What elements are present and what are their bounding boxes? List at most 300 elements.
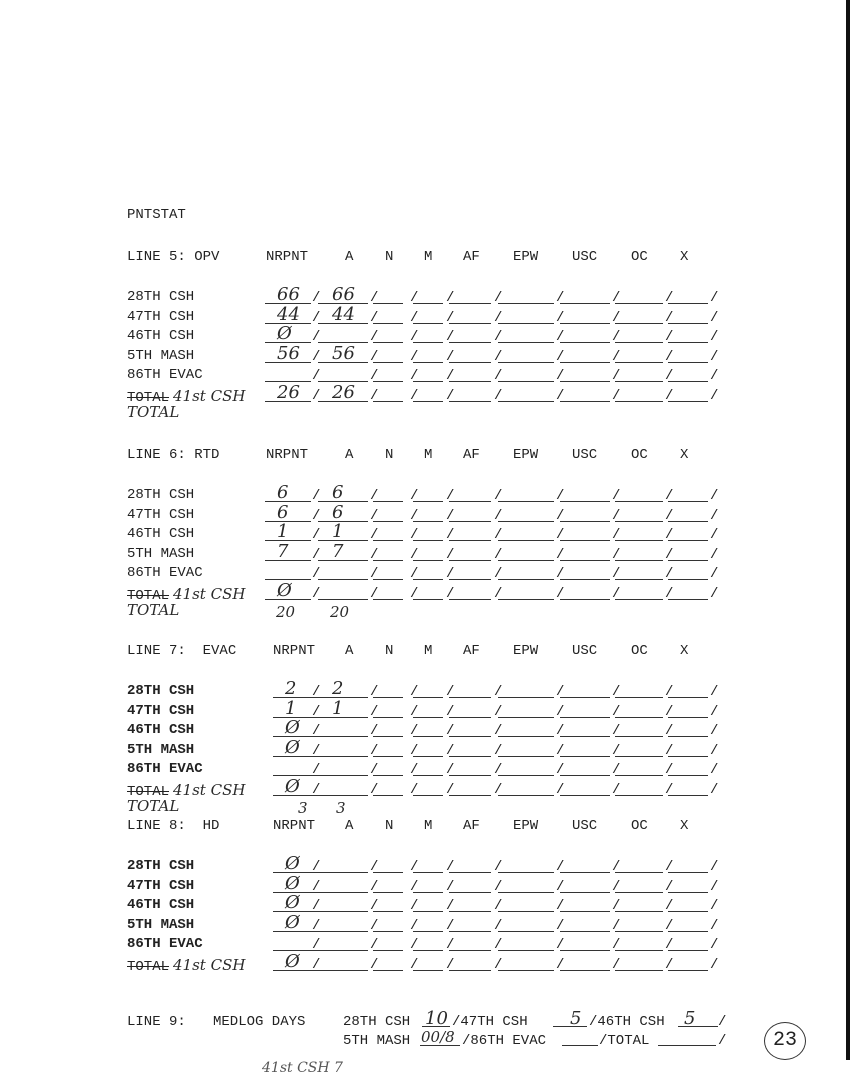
line-9-47th-value: 5	[570, 1008, 582, 1029]
entry-blank	[560, 579, 610, 580]
separator-slash: /	[312, 329, 321, 346]
column-header: M	[424, 643, 433, 659]
separator-slash: /	[370, 703, 379, 720]
separator-slash: /	[710, 329, 719, 346]
entry-blank	[413, 970, 443, 971]
separator-slash: /	[710, 684, 719, 700]
separator-slash: /	[410, 507, 419, 524]
entry-blank	[498, 579, 554, 580]
entry-blank	[668, 501, 708, 502]
column-header: A	[345, 643, 354, 659]
column-header: X	[680, 818, 689, 834]
separator-slash: /	[446, 917, 455, 934]
separator-slash: /	[370, 546, 379, 563]
entry-blank	[449, 381, 491, 382]
separator-slash: /	[312, 742, 321, 759]
a-value: 6	[332, 482, 344, 503]
entry-blank	[413, 521, 443, 522]
unit-label-handwritten	[127, 956, 245, 975]
entry-blank	[413, 931, 443, 932]
separator-slash: /	[410, 309, 419, 326]
entry-blank	[668, 892, 708, 893]
separator-slash: /	[446, 937, 455, 954]
entry-blank	[373, 736, 403, 737]
separator-slash: /	[410, 898, 419, 915]
separator-slash: /	[312, 917, 321, 934]
separator-slash: /	[410, 546, 419, 563]
entry-blank	[615, 892, 663, 893]
separator-slash: /	[494, 527, 503, 544]
separator-slash: /	[612, 742, 621, 759]
entry-blank	[560, 381, 610, 382]
nrpnt-value: Ø	[277, 580, 292, 601]
entry-blank	[498, 599, 554, 600]
entry-blank	[560, 795, 610, 796]
separator-slash: /	[370, 329, 379, 346]
separator-slash: /	[410, 388, 419, 404]
unit-label: 47TH CSH	[127, 308, 195, 325]
nrpnt-value: 6	[277, 501, 289, 523]
separator-slash: /	[410, 566, 419, 583]
separator-slash: /	[410, 348, 419, 365]
separator-slash: /	[556, 586, 565, 602]
struck-total-label: TOTAL	[127, 959, 170, 975]
separator-slash: /	[665, 684, 674, 700]
entry-blank	[449, 342, 491, 343]
separator-slash: /	[446, 527, 455, 544]
total-value: 3	[336, 798, 346, 817]
nrpnt-value: Ø	[285, 853, 300, 874]
separator-slash: /	[494, 329, 503, 346]
entry-blank	[615, 795, 663, 796]
entry-blank	[560, 892, 610, 893]
separator-slash: /	[446, 957, 455, 973]
entry-blank	[668, 303, 708, 304]
column-header: OC	[631, 249, 648, 265]
separator-slash: /	[612, 566, 621, 583]
separator-slash: /	[710, 290, 719, 306]
separator-slash: /	[446, 348, 455, 365]
separator-slash: /	[710, 368, 719, 385]
separator-slash: /	[410, 723, 419, 740]
entry-blank	[498, 775, 554, 776]
entry-blank	[615, 521, 663, 522]
separator-slash: /	[446, 859, 455, 875]
entry-blank	[615, 599, 663, 600]
separator-slash: /	[494, 546, 503, 563]
separator-slash: /	[370, 957, 379, 973]
separator-slash: /	[665, 898, 674, 915]
column-header: USC	[572, 643, 598, 659]
separator-slash: /	[494, 742, 503, 759]
separator-slash: /	[556, 703, 565, 720]
entry-blank	[449, 560, 491, 561]
entry-blank	[615, 950, 663, 951]
separator-slash: /	[556, 348, 565, 365]
separator-slash: /	[446, 586, 455, 602]
column-header: AF	[463, 818, 480, 834]
separator-slash: /	[312, 859, 321, 875]
separator-slash: /	[494, 368, 503, 385]
entry-blank	[615, 381, 663, 382]
total-value: 3	[298, 798, 308, 817]
entry-blank	[668, 323, 708, 324]
separator-slash: /	[665, 586, 674, 602]
unit-label: 28TH CSH	[127, 289, 195, 305]
separator-slash: /	[446, 546, 455, 563]
column-header: A	[345, 249, 354, 265]
entry-blank	[615, 736, 663, 737]
column-header: N	[385, 818, 394, 834]
entry-blank	[668, 872, 708, 873]
separator-slash: /	[410, 742, 419, 759]
column-header: AF	[463, 249, 480, 265]
unit-label: 86TH EVAC	[127, 761, 203, 778]
unit-label: 86TH EVAC	[127, 565, 203, 582]
entry-blank	[668, 970, 708, 971]
separator-slash: /	[446, 488, 455, 504]
entry-blank	[449, 756, 491, 757]
line-9-slash: /	[718, 1014, 727, 1030]
separator-slash: /	[710, 898, 719, 915]
entry-blank	[413, 303, 443, 304]
entry-blank	[318, 795, 368, 796]
separator-slash: /	[556, 329, 565, 346]
entry-blank	[615, 362, 663, 363]
handwritten-total: TOTAL	[127, 402, 180, 421]
handwritten-total: TOTAL	[127, 600, 180, 619]
entry-blank	[498, 697, 554, 698]
separator-slash: /	[494, 348, 503, 365]
column-header: A	[345, 447, 354, 463]
separator-slash: /	[612, 762, 621, 779]
separator-slash: /	[410, 488, 419, 504]
line-9-name: MEDLOG DAYS	[213, 1014, 306, 1030]
entry-blank	[449, 970, 491, 971]
entry-blank	[668, 362, 708, 363]
entry-blank	[668, 697, 708, 698]
section-label: LINE 7: EVAC	[127, 643, 237, 659]
entry-blank	[413, 401, 443, 402]
column-header: A	[345, 818, 354, 834]
handwritten-unit: 41st CSH	[173, 585, 246, 603]
line-9-total-label: /TOTAL	[599, 1033, 650, 1049]
separator-slash: /	[612, 348, 621, 365]
entry-blank	[373, 950, 403, 951]
separator-slash: /	[710, 878, 719, 895]
entry-blank	[668, 560, 708, 561]
separator-slash: /	[494, 684, 503, 700]
column-header: AF	[463, 447, 480, 463]
separator-slash: /	[370, 527, 379, 544]
separator-slash: /	[410, 762, 419, 779]
unit-label: 5TH MASH	[127, 347, 195, 364]
entry-blank	[373, 501, 403, 502]
entry-blank	[615, 342, 663, 343]
separator-slash: /	[612, 309, 621, 326]
struck-total-label: TOTAL	[127, 588, 170, 604]
entry-blank	[413, 756, 443, 757]
separator-slash: /	[370, 507, 379, 524]
separator-slash: /	[446, 368, 455, 385]
nrpnt-value: Ø	[285, 717, 300, 739]
separator-slash: /	[710, 546, 719, 563]
column-header: NRPNT	[273, 643, 316, 659]
entry-blank	[373, 381, 403, 382]
nrpnt-value: Ø	[285, 951, 300, 972]
entry-blank	[373, 599, 403, 600]
separator-slash: /	[612, 957, 621, 973]
separator-slash: /	[494, 723, 503, 740]
separator-slash: /	[665, 368, 674, 385]
separator-slash: /	[710, 488, 719, 504]
entry-blank	[560, 736, 610, 737]
entry-blank	[413, 501, 443, 502]
entry-blank	[498, 401, 554, 402]
entry-blank	[373, 342, 403, 343]
a-value: 56	[332, 342, 355, 364]
entry-blank	[560, 342, 610, 343]
separator-slash: /	[612, 507, 621, 524]
entry-blank	[498, 892, 554, 893]
separator-slash: /	[494, 917, 503, 934]
column-header: NRPNT	[266, 447, 309, 463]
entry-blank	[560, 775, 610, 776]
entry-blank	[449, 521, 491, 522]
entry-blank	[413, 950, 443, 951]
nrpnt-value: Ø	[285, 872, 300, 894]
entry-blank	[498, 950, 554, 951]
unit-label: 46TH CSH	[127, 328, 195, 345]
entry-blank	[560, 911, 610, 912]
separator-slash: /	[556, 566, 565, 583]
entry-blank	[413, 911, 443, 912]
separator-slash: /	[665, 957, 674, 973]
entry-blank	[615, 872, 663, 873]
separator-slash: /	[494, 586, 503, 602]
separator-slash: /	[312, 937, 321, 954]
unit-label: 46TH CSH	[127, 526, 195, 543]
unit-label: 28TH CSH	[127, 487, 195, 503]
column-header: OC	[631, 447, 648, 463]
a-value: 2	[332, 678, 344, 699]
entry-blank	[615, 697, 663, 698]
separator-slash: /	[665, 566, 674, 583]
unit-label: 86TH EVAC	[127, 367, 203, 384]
separator-slash: /	[410, 527, 419, 544]
column-header: USC	[572, 249, 598, 265]
entry-blank	[615, 931, 663, 932]
separator-slash: /	[710, 703, 719, 720]
entry-blank	[318, 950, 368, 951]
a-value: 26	[332, 382, 355, 403]
entry-blank	[668, 540, 708, 541]
entry-blank	[560, 323, 610, 324]
entry-blank	[413, 342, 443, 343]
entry-blank	[560, 401, 610, 402]
separator-slash: /	[446, 684, 455, 700]
separator-slash: /	[665, 309, 674, 326]
struck-total-label: TOTAL	[127, 784, 170, 800]
entry-blank	[498, 323, 554, 324]
separator-slash: /	[446, 742, 455, 759]
entry-blank	[498, 521, 554, 522]
entry-blank	[373, 521, 403, 522]
entry-blank	[668, 950, 708, 951]
nrpnt-value: 6	[277, 482, 289, 503]
entry-blank	[498, 362, 554, 363]
entry-blank	[449, 717, 491, 718]
separator-slash: /	[370, 782, 379, 798]
separator-slash: /	[612, 859, 621, 875]
separator-slash: /	[665, 782, 674, 798]
entry-blank	[373, 775, 403, 776]
separator-slash: /	[494, 782, 503, 798]
entry-blank	[449, 362, 491, 363]
entry-blank	[498, 970, 554, 971]
unit-label: 5TH MASH	[127, 916, 195, 933]
entry-blank	[615, 717, 663, 718]
separator-slash: /	[612, 878, 621, 895]
separator-slash: /	[494, 488, 503, 504]
entry-blank	[615, 540, 663, 541]
separator-slash: /	[494, 898, 503, 915]
unit-label: 46TH CSH	[127, 897, 195, 914]
entry-blank	[560, 717, 610, 718]
separator-slash: /	[410, 586, 419, 602]
entry-blank	[413, 697, 443, 698]
entry-blank	[373, 756, 403, 757]
page-number: 23	[764, 1022, 806, 1060]
entry-blank	[373, 579, 403, 580]
separator-slash: /	[446, 290, 455, 306]
entry-blank	[449, 911, 491, 912]
nrpnt-value: 1	[285, 697, 297, 719]
separator-slash: /	[556, 388, 565, 404]
entry-blank	[615, 775, 663, 776]
entry-blank	[413, 736, 443, 737]
separator-slash: /	[665, 859, 674, 875]
entry-blank	[449, 501, 491, 502]
separator-slash: /	[556, 957, 565, 973]
separator-slash: /	[665, 878, 674, 895]
separator-slash: /	[370, 742, 379, 759]
separator-slash: /	[665, 762, 674, 779]
column-header: EPW	[513, 249, 539, 265]
nrpnt-value: Ø	[285, 911, 300, 933]
separator-slash: /	[612, 703, 621, 720]
line-9-28th-label: 28TH CSH	[343, 1014, 411, 1030]
entry-blank	[373, 540, 403, 541]
column-header: X	[680, 249, 689, 265]
entry-blank	[413, 323, 443, 324]
page-edge	[846, 0, 850, 1060]
separator-slash: /	[446, 703, 455, 720]
entry-blank	[373, 717, 403, 718]
separator-slash: /	[612, 488, 621, 504]
separator-slash: /	[665, 723, 674, 740]
separator-slash: /	[446, 762, 455, 779]
separator-slash: /	[370, 368, 379, 385]
separator-slash: /	[312, 586, 321, 602]
entry-blank	[498, 717, 554, 718]
separator-slash: /	[556, 878, 565, 895]
entry-blank	[318, 736, 368, 737]
separator-slash: /	[556, 507, 565, 524]
separator-slash: /	[710, 742, 719, 759]
separator-slash: /	[446, 507, 455, 524]
separator-slash: /	[312, 546, 321, 563]
separator-slash: /	[446, 723, 455, 740]
bottom-handwritten-note: 41st CSH 7	[262, 1060, 343, 1076]
entry-blank	[498, 560, 554, 561]
separator-slash: /	[370, 937, 379, 954]
entry-blank	[560, 560, 610, 561]
entry-blank	[373, 931, 403, 932]
separator-slash: /	[370, 309, 379, 326]
entry-blank	[560, 501, 610, 502]
entry-blank	[668, 795, 708, 796]
entry-blank	[498, 872, 554, 873]
entry-blank	[318, 756, 368, 757]
unit-label: 47TH CSH	[127, 506, 195, 523]
entry-blank	[373, 970, 403, 971]
separator-slash: /	[612, 388, 621, 404]
entry-blank	[449, 775, 491, 776]
separator-slash: /	[312, 388, 321, 404]
separator-slash: /	[494, 957, 503, 973]
entry-blank	[449, 697, 491, 698]
entry-blank	[413, 775, 443, 776]
entry-blank	[318, 970, 368, 971]
separator-slash: /	[556, 723, 565, 740]
column-header: EPW	[513, 643, 539, 659]
handwritten-unit: 41st CSH	[173, 781, 246, 799]
separator-slash: /	[710, 782, 719, 798]
entry-blank	[318, 599, 368, 600]
entry-blank	[668, 342, 708, 343]
separator-slash: /	[312, 309, 321, 326]
entry-blank	[318, 931, 368, 932]
total-value: 20	[276, 602, 296, 621]
separator-slash: /	[556, 898, 565, 915]
entry-blank	[615, 970, 663, 971]
entry-blank	[560, 756, 610, 757]
separator-slash: /	[312, 488, 321, 504]
entry-blank	[449, 599, 491, 600]
separator-slash: /	[710, 586, 719, 602]
column-header: OC	[631, 643, 648, 659]
line-9-46th-label: /46TH CSH	[589, 1014, 665, 1030]
separator-slash: /	[494, 507, 503, 524]
entry-blank	[560, 872, 610, 873]
separator-slash: /	[612, 546, 621, 563]
entry-blank	[615, 579, 663, 580]
separator-slash: /	[612, 368, 621, 385]
line-9-86th-label: /86TH EVAC	[462, 1033, 547, 1049]
entry-blank	[373, 911, 403, 912]
entry-blank	[318, 892, 368, 893]
separator-slash: /	[665, 388, 674, 404]
separator-slash: /	[710, 937, 719, 954]
separator-slash: /	[410, 937, 419, 954]
separator-slash: /	[446, 329, 455, 346]
line-9-5th-value: 00/8	[421, 1028, 455, 1046]
separator-slash: /	[494, 937, 503, 954]
separator-slash: /	[494, 878, 503, 895]
separator-slash: /	[665, 290, 674, 306]
unit-label: 86TH EVAC	[127, 936, 203, 953]
